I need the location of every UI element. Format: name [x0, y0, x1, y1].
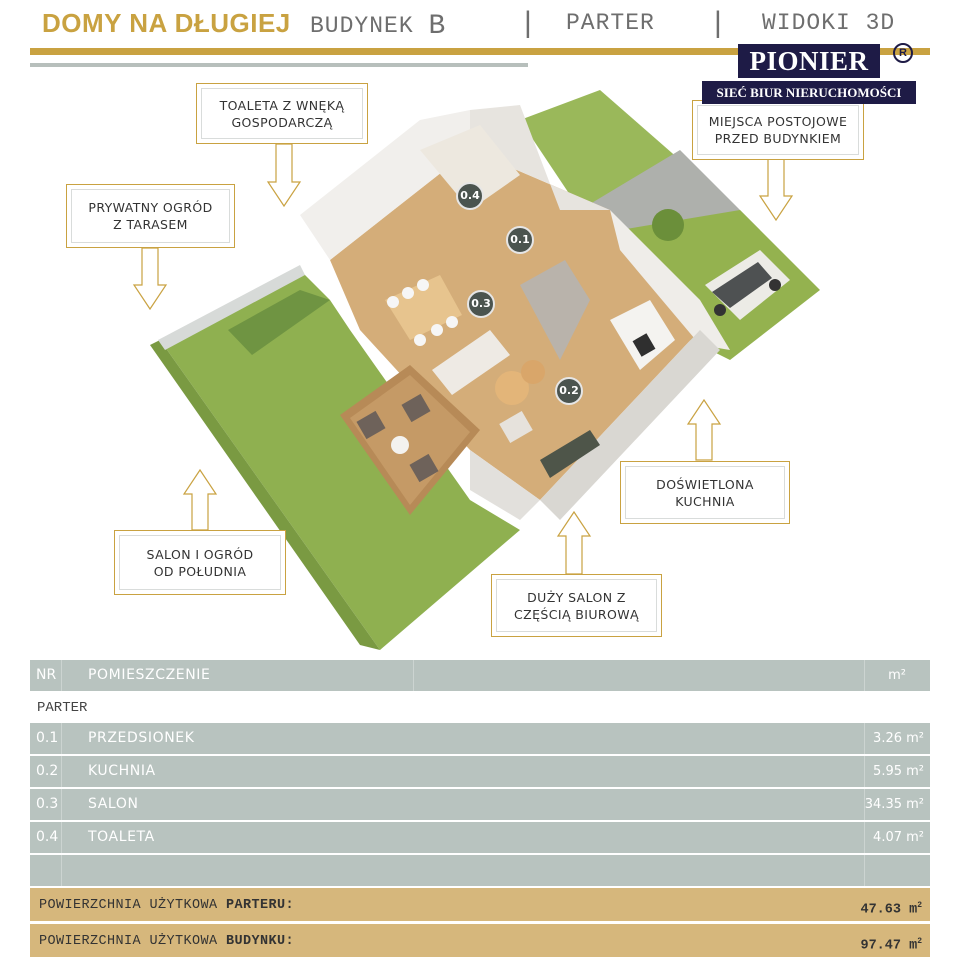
header-separator: | [524, 6, 532, 39]
room-badge-0-4: 0.4 [456, 182, 484, 210]
row-area: 4.07 m² [873, 830, 924, 845]
column-divider [864, 855, 865, 886]
callout-salon-duzy [491, 574, 662, 637]
logo-tagline: SIEĆ BIUR NIERUCHOMOŚCI [702, 81, 916, 104]
arrow-up [184, 470, 216, 530]
floor-label: PARTER [566, 10, 655, 36]
summary-label-text: POWIERZCHNIA UŻYTKOWA [39, 934, 227, 949]
row-room: SALON [88, 796, 139, 812]
callout-parking [692, 100, 864, 160]
arrow-down [134, 248, 166, 309]
callout-ogrod [66, 184, 235, 248]
row-nr: 0.1 [30, 723, 62, 754]
table-header-row [30, 660, 930, 691]
row-room: PRZEDSIONEK [88, 730, 195, 746]
summary-row-budynek [30, 924, 930, 957]
summary-value [860, 924, 922, 965]
summary-label [39, 888, 294, 924]
summary-label-bold: BUDYNKU: [226, 934, 295, 949]
table-row-empty [30, 855, 930, 886]
table-row [30, 789, 930, 820]
arrow-up [558, 512, 590, 574]
callout-text: SALON I OGRÓD OD POŁUDNIA [146, 546, 254, 579]
row-nr: 0.3 [30, 789, 62, 820]
callout-text: MIEJSCA POSTOJOWE PRZED BUDYNKIEM [708, 114, 848, 146]
callout-toaleta [196, 83, 368, 144]
header-room: POMIESZCZENIE [88, 667, 211, 683]
callout-frame [496, 579, 657, 632]
row-area: 3.26 m² [873, 731, 924, 746]
callout-kuchnia [620, 461, 790, 524]
column-divider [864, 756, 865, 787]
section-label: PARTER [37, 700, 88, 716]
table-row [30, 822, 930, 853]
room-badge-0-3: 0.3 [467, 290, 495, 318]
summary-value-number: 47.63 m [860, 902, 918, 918]
page-title: DOMY NA DŁUGIEJ [42, 8, 291, 38]
row-nr [30, 855, 62, 886]
row-nr: 0.4 [30, 822, 62, 853]
summary-label-bold: PARTERU: [226, 898, 295, 913]
table-row [30, 756, 930, 787]
column-divider [864, 723, 865, 754]
summary-value-number: 97.47 m [860, 938, 918, 954]
header-unit: m² [888, 668, 906, 683]
column-divider [864, 660, 865, 691]
callout-text: PRYWATNY OGRÓD Z TARASEM [88, 200, 213, 232]
column-divider [413, 660, 414, 691]
callout-text: TOALETA Z WNĘKĄ GOSPODARCZĄ [219, 97, 345, 130]
row-room: KUCHNIA [88, 763, 156, 779]
summary-value-sup: 2 [917, 901, 922, 910]
summary-value-sup: 2 [917, 937, 922, 946]
registered-mark: R [893, 43, 913, 63]
callout-text: DOŚWIETLONA KUCHNIA [656, 476, 754, 509]
room-badge-0-1: 0.1 [506, 226, 534, 254]
callout-text: DUŻY SALON Z CZĘŚCIĄ BIUROWĄ [514, 589, 639, 622]
column-divider [864, 822, 865, 853]
callout-salon-ogrod [114, 530, 286, 595]
callout-frame [201, 88, 363, 139]
row-area: 5.95 m² [873, 764, 924, 779]
header-nr: NR [30, 660, 62, 691]
building-letter: B [428, 11, 447, 42]
callout-frame [625, 466, 785, 519]
arrow-down [268, 144, 300, 206]
summary-label-text: POWIERZCHNIA UŻYTKOWA [39, 898, 227, 913]
room-badge-0-2: 0.2 [555, 377, 583, 405]
row-area: 34.35 m² [864, 797, 924, 812]
row-room: TOALETA [88, 829, 155, 845]
callout-frame [119, 535, 281, 590]
summary-row-parter [30, 888, 930, 921]
summary-label [39, 924, 294, 960]
arrow-down [760, 156, 792, 220]
summary-value [860, 888, 922, 929]
arrow-up [688, 400, 720, 460]
building-word: BUDYNEK [310, 13, 414, 39]
view-label: WIDOKI 3D [762, 10, 896, 36]
callout-frame [697, 105, 859, 155]
callout-frame [71, 189, 230, 243]
header-separator: | [714, 6, 722, 39]
logo-brand-name: PIONIER [738, 44, 880, 78]
row-nr: 0.2 [30, 756, 62, 787]
table-row [30, 723, 930, 754]
